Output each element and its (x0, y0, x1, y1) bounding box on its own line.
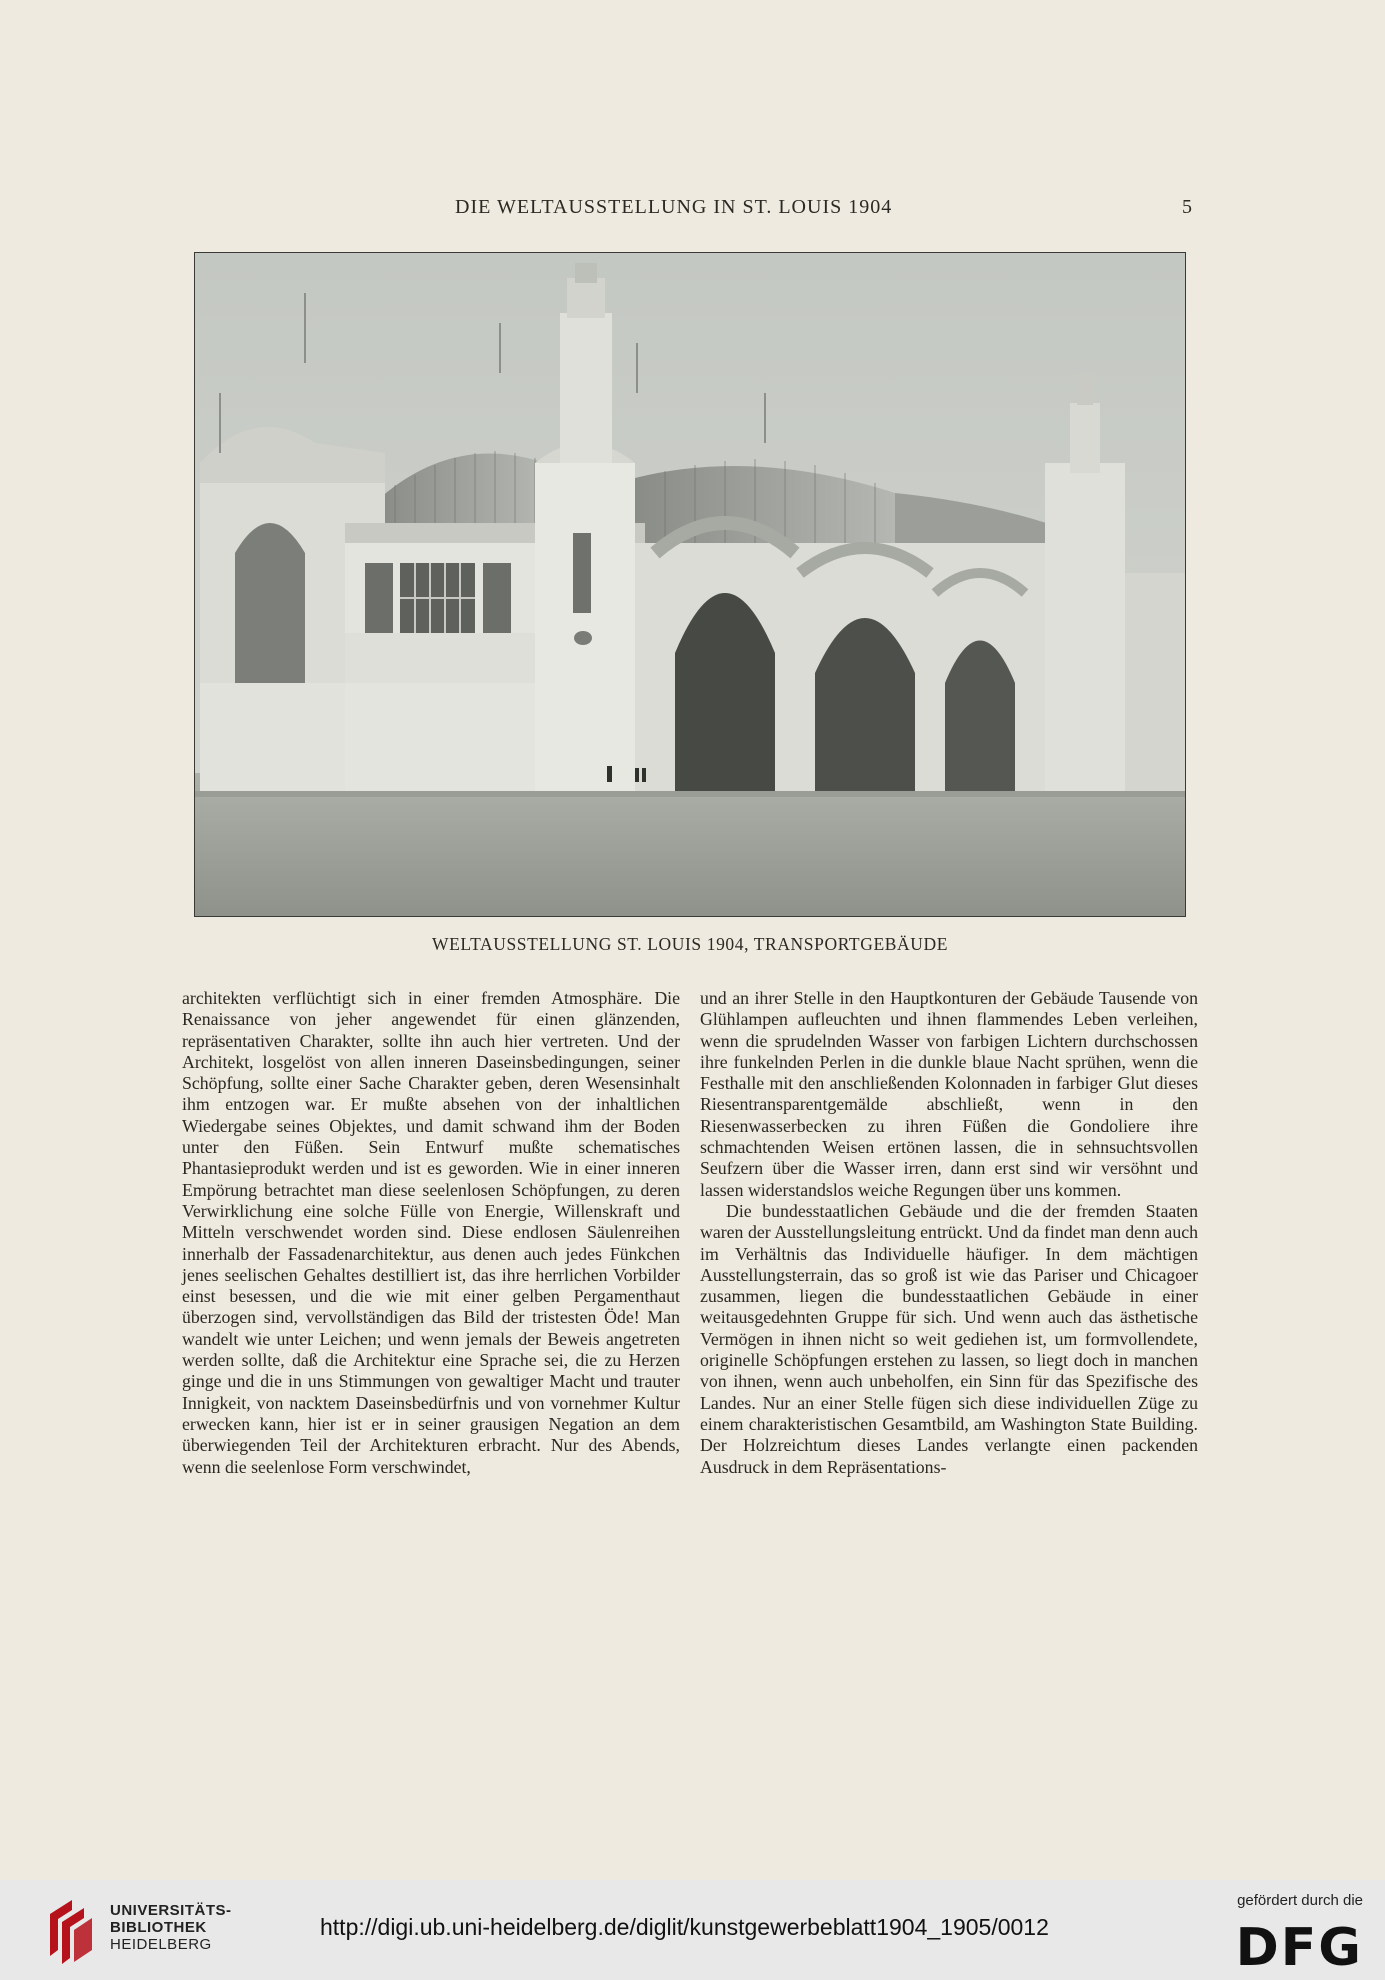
text-column-left (182, 988, 680, 1478)
paragraph: architekten verflüchtigt sich in einer fremden Atmosphäre. Die Renaissance von jeher angewendet für einen glänzenden, repräsentativen Charakter, sollte ihn auch hier vertreten. Und der Architekt, losgelöst von allen inneren Daseinsbedingungen, seiner Schöpfung, sollte einer Sache Charakter geben, deren Wesensinhalt ihm entzogen war. Er mußte absehen von der inhaltlichen Wiedergabe seines Objektes, und damit schwand ihm der Boden unter den Füßen. Sein Entwurf mußte schematisches Phantasieprodukt werden und ist es geworden. Wie in einer inneren Empörung betrachtet man diese seelenlosen Schöpfungen, zu deren Verwirklichung eine solche Fülle von Energie, Willenskraft und Mitteln verschwendet worden sind. Diese endlosen Säulenreihen innerhalb der Fassadenarchitektur, aus denen auch jedes Fünkchen jenes seelischen Gehaltes destilliert ist, das ihre herrlichen Vorbilder einst besessen, und die wie mit einer gelben Pergamenthaut überzogen sind, vervollständigen das Bild der tristesten Öde! Man wandelt wie unter Leichen; und wenn jemals der Beweis angetreten werden sollte, daß die Architektur eine Sprache sei, die zu Herzen ginge und die in uns Stimmungen von gewaltiger Macht und trauter Innigkeit, von nacktem Daseinsbedürfnis und von vornehmer Kultur erwecken kann, hier ist er in seiner grausigen Negation an dem überwiegenden Teil der Architekturen erbracht. Nur des Abends, wenn die seelenlose Form verschwindet, (182, 988, 680, 1477)
digitization-footer (0, 1880, 1385, 1980)
library-line-1: UNIVERSITÄTS- (110, 1902, 232, 1919)
dfg-logo: DFG (1235, 1918, 1363, 1978)
running-title: DIE WELTAUSSTELLUNG IN ST. LOUIS 1904 (455, 196, 893, 218)
library-line-2: BIBLIOTHEK (110, 1919, 207, 1936)
page-number: 5 (1182, 196, 1193, 218)
paragraph: Die bundesstaatlichen Gebäude und die der fremden Staaten waren der Ausstellungsleitung entrückt. Und da findet man denn auch im Verhältnis das Individuelle häufiger. In dem mächtigen Ausstellungsterrain, das so groß ist wie das Pariser und Chicagoer zusammen, liegen die bundesstaatlichen Gebäude in einer weitausgedehnten Gruppe für sich. Und wenn auch das ästhetische Vermögen in ihnen nicht so weit gediehen ist, um formvollendete, originelle Schöpfungen erstehen zu lassen, so liegt doch in manchen von ihnen, wenn auch unbeholfen, ein Sinn für das Spezifische des Landes. Nur an einer Stelle fügen sich diese individuellen Züge zu einem charakteristischen Gesamtbild, am Washington State Building. Der Holzreichtum dieses Landes verlangte einen packenden Ausdruck in dem Repräsentations- (700, 1200, 1198, 1477)
permalink-url[interactable]: http://digi.ub.uni-heidelberg.de/diglit/kunstgewerbeblatt1904_1905/0012 (320, 1914, 1049, 1940)
library-logo-icon (42, 1894, 100, 1966)
paragraph: und an ihrer Stelle in den Hauptkonturen der Gebäude Tausende von Glühlampen aufleuchten und ihnen flammendes Leben verleihen, wenn die sprudelnden Wasser von farbigen Lichtern durchschossen ihre funkelnden Perlen in die dunkle blaue Nacht sprühen, wenn die Festhalle mit den anschließenden Kolonnaden in farbiger Glut dieses Riesentransparentgemälde abschließt, wenn in den Riesenwasserbecken zu ihren Füßen die Gondoliere ihre schmachtenden Weisen ertönen lassen, die in sehnsuchtsvollen Seufzern über die Wasser irren, dann erst sind wir versöhnt und lassen widerstandslos weiche Regungen über uns kommen. (700, 988, 1198, 1200)
funding-note: gefördert durch die (1237, 1892, 1363, 1909)
text-column-right (700, 988, 1198, 1478)
figure-caption: WELTAUSSTELLUNG ST. LOUIS 1904, TRANSPORTGEBÄUDE (431, 934, 949, 954)
transport-building-photo (194, 252, 1186, 917)
library-line-3: HEIDELBERG (110, 1936, 212, 1953)
library-name (110, 1902, 232, 1953)
